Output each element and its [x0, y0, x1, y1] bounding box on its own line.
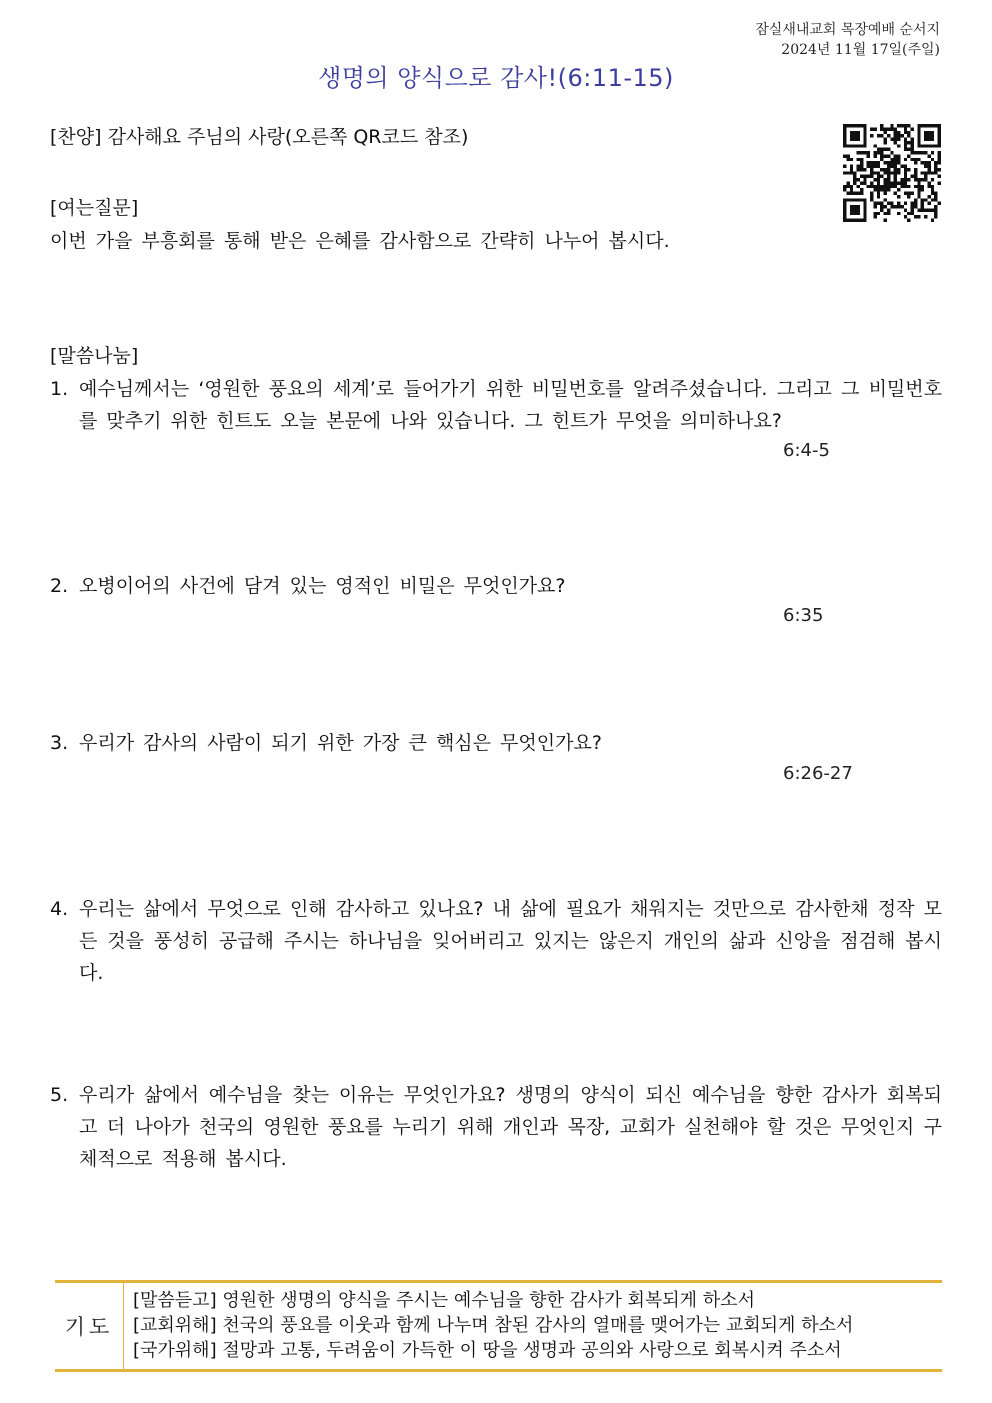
question-text: 우리는 삶에서 무엇으로 인해 감사하고 있나요? 내 삶에 필요가 채워지는 것만으로 감사한채 정작 모든 것을 풍성히 공급해 주시는 하나님을 잊어버리고 있지는 않은지 개인의 삶과 신앙을 점검해 봅시다.	[79, 898, 942, 984]
question-number: 2.	[50, 575, 69, 597]
question-5	[50, 1079, 942, 1175]
church-name: 잠실새내교회 목장예배 순서지	[755, 22, 940, 38]
prayer-box	[55, 1280, 942, 1372]
question-text: 우리가 감사의 사람이 되기 위한 가장 큰 핵심은 무엇인가요?	[79, 732, 602, 754]
scripture-ref-2: 6:35	[783, 605, 824, 626]
opening-section	[50, 192, 942, 258]
prayer-line-word: [말씀듣고] 영원한 생명의 양식을 주시는 예수님을 향한 감사가 회복되게 하소서	[133, 1290, 755, 1311]
question-4	[50, 893, 942, 989]
page-title: 생명의 양식으로 감사!(6:11-15)	[318, 64, 674, 92]
question-number: 4.	[50, 898, 69, 920]
sharing-heading	[50, 340, 942, 373]
question-text: 우리가 삶에서 예수님을 찾는 이유는 무엇인가요? 생명의 양식이 되신 예수님을 향한 감사가 회복되고 더 나아가 천국의 영원한 풍요를 누리기 위해 개인과 목장, 교회가 실천해야 할 것은 무엇인지 구체적으로 적용해 봅시다.	[79, 1084, 942, 1170]
question-number: 1.	[50, 378, 69, 400]
prayer-lines	[124, 1283, 853, 1369]
question-text: 예수님께서는 ‘영원한 풍요의 세계’로 들어가기 위한 비밀번호를 알려주셨습니다. 그리고 그 비밀번호를 맞추기 위한 힌트도 오늘 본문에 나와 있습니다. 그 힌트가 무엇을 의미하나요?	[79, 378, 942, 432]
prayer-label: 기도	[55, 1283, 124, 1369]
question-2	[50, 570, 942, 602]
question-number: 3.	[50, 732, 69, 754]
header-meta	[755, 20, 940, 60]
sharing-heading-text: [말씀나눔]	[50, 345, 139, 367]
prayer-line-nation: [국가위해] 절망과 고통, 두려움이 가득한 이 땅을 생명과 공의와 사랑으로 회복시켜 주소서	[133, 1340, 842, 1361]
question-3	[50, 727, 942, 759]
scripture-ref-1: 6:4-5	[783, 440, 830, 461]
praise-text: [찬양] 감사해요 주님의 사랑(오른쪽 QR코드 참조)	[50, 126, 469, 148]
service-date: 2024년 11월 17일(주일)	[781, 42, 940, 58]
opening-heading: [여는질문]	[50, 197, 139, 219]
question-1	[50, 373, 942, 437]
prayer-line-church: [교회위해] 천국의 풍요를 이웃과 함께 나누며 참된 감사의 열매를 맺어가는 교회되게 하소서	[133, 1315, 854, 1336]
scripture-ref-3: 6:26-27	[783, 763, 853, 784]
question-number: 5.	[50, 1084, 69, 1106]
opening-text: 이번 가을 부흥회를 통해 받은 은혜를 감사함으로 간략히 나누어 봅시다.	[50, 230, 670, 252]
question-text: 오병이어의 사건에 담겨 있는 영적인 비밀은 무엇인가요?	[79, 575, 566, 597]
praise-section	[50, 121, 942, 154]
